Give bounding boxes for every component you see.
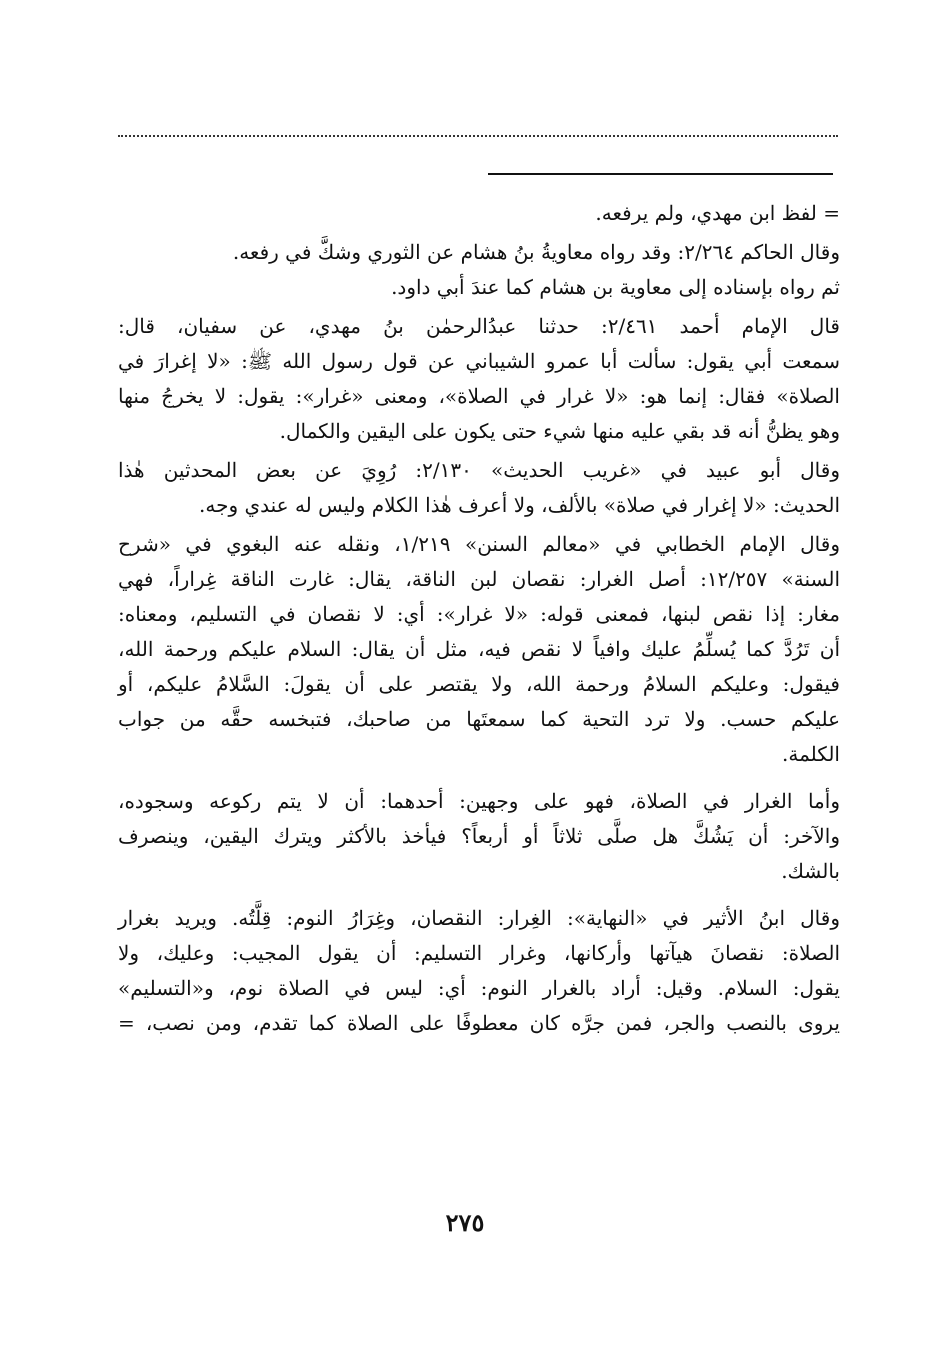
- text-line: عليكم حسب. ولا ترد التحية كما سمعتَها من صاحبك، فتبخسه حقَّه من جواب: [118, 707, 840, 731]
- text-line: = لفظ ابن مهدي، ولم يرفعه.: [595, 201, 840, 225]
- text-line: وقال الإمام الخطابي في «معالم السنن» ١/٢١٩، ونقله عنه البغوي في «شرح: [118, 532, 840, 556]
- text-line: الحديث: «لا إغرار في صلاة» بالألف، ولا أعرف هٰذا الكلام وليس له عندي وجه.: [199, 493, 840, 517]
- footnote-text-block: [118, 196, 840, 1041]
- text-line: وهو يظنُّ أنه قد بقي عليه منها شيء حتى يكون على اليقين والكمال.: [279, 419, 840, 443]
- text-line: سمعت أبي يقول: سألت أبا عمرو الشيباني عن قول رسول الله ﷺ: «لا إغرارَ في: [118, 349, 840, 373]
- text-line: وقال الحاكم ٢/٢٦٤: وقد رواه معاويةُ بنُ هشام عن الثوري وشكَّ في رفعه.: [232, 240, 840, 264]
- text-line: أن تَرُدَّ كما يُسلِّمُ عليك وافياً لا نقص فيه، مثل أن يقال: السلام عليكم ورحمة الله،: [118, 637, 840, 661]
- text-line: بالشك.: [781, 859, 840, 883]
- text-line: والآخر: أن يَشُكَّ هل صلَّى ثلاثاً أو أربعاً؟ فيأخذ بالأكثر ويترك اليقين، وينصرف: [118, 824, 840, 848]
- text-line: الصلاة» فقال: إنما هو: «لا غرار في الصلاة»، ومعنى «غرار»: يقول: لا يخرجُ منها: [118, 384, 840, 408]
- text-line: قال الإمام أحمد ٢/٤٦١: حدثنا عبدُالرحمٰن بنُ مهدي، عن سفيان، قال:: [118, 314, 840, 338]
- page-number: ٢٧٥: [445, 1208, 485, 1237]
- text-line: ثم رواه بإسناده إلى معاوية بن هشام كما عندَ أبي داود.: [391, 275, 840, 299]
- text-line: وقال ابنُ الأثير في «النهاية»: الغِرار: النقصان، وغِرَارُ النوم: قِلَّتُه. ويريد بغرار: [118, 906, 840, 930]
- footnote-separator: [488, 173, 833, 175]
- text-line: يقول: السلام. وقيل: أراد بالغرار النوم: أي: ليس في الصلاة نوم، و«التسليم»: [118, 976, 840, 1000]
- dotted-separator: [118, 135, 838, 137]
- text-line: يروى بالنصب والجر، فمن جرَّه كان معطوفًا على الصلاة كما تقدم، ومن نصب، =: [118, 1011, 840, 1035]
- text-line: مغار: إذا نقص لبنها، فمعنى قوله: «لا غرار»: أي: لا نقصان في التسليم، ومعناه:: [118, 602, 840, 626]
- text-line: وقال أبو عبيد في «غريب الحديث» ٢/١٣٠: رُوِيَ عن بعض المحدثين هٰذا: [118, 458, 840, 482]
- text-line: فيقول: وعليكم السلامُ ورحمة الله، ولا يقتصر على أن يقولَ: السَّلامُ عليكم، أو: [118, 672, 840, 696]
- text-line: وأما الغرار في الصلاة، فهو على وجهين: أحدهما: أن لا يتم ركوعه وسجوده،: [118, 789, 840, 813]
- text-line: السنة» ١٢/٢٥٧: أصل الغرار: نقصان لبن الناقة، يقال: غارت الناقة غِراراً، فهي: [118, 567, 840, 591]
- text-line: الصلاة: نقصانَ هيآتها وأركانها، وغرار التسليم: أن يقول المجيب: وعليك، ولا: [118, 941, 841, 965]
- text-line: الكلمة.: [782, 742, 840, 766]
